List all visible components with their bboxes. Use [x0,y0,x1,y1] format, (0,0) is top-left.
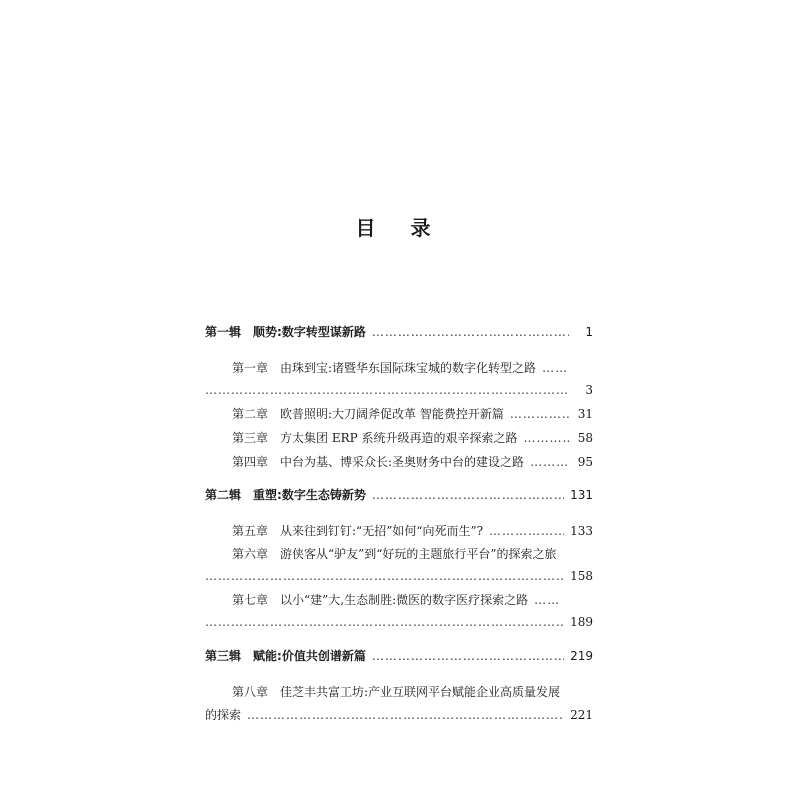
chapter-number: 第一章 [232,361,269,375]
leader-dots [247,705,564,725]
chapter-title: 佳芝丰共富工坊:产业互联网平台赋能企业高质量发展 [280,685,561,699]
chapter-title: 由珠到宝:诸暨华东国际珠宝城的数字化转型之路 [280,361,537,375]
chapter-number: 第六章 [232,547,269,561]
page-number: 221 [570,708,593,722]
page-number: 219 [570,649,593,663]
page-number: 58 [577,431,593,445]
toc-part-1[interactable] [205,322,593,342]
page-number: 158 [570,569,593,583]
part-title: 赋能:价值共创谱新篇 [253,649,366,663]
leader-dots [542,358,568,378]
chapter-title: 欧普照明:大刀阔斧促改革 智能费控开新篇 [280,407,504,421]
chapter-number: 第四章 [232,455,269,469]
chapter-number: 第八章 [232,685,269,699]
leader-dots [205,566,564,586]
toc-chapter-1-cont[interactable] [205,380,593,400]
part-number: 第三辑 [205,649,242,663]
leader-dots [372,322,569,342]
leader-dots [524,428,569,448]
toc-chapter-1[interactable] [232,358,593,378]
part-title: 重塑:数字生态铸新势 [253,488,366,502]
toc-chapter-8-cont[interactable] [205,705,593,725]
toc-title: 目 录 [355,216,445,240]
toc-part-3[interactable] [205,646,593,666]
part-title: 顺势:数字转型谋新路 [253,325,366,339]
chapter-title: 游侠客从“驴友”到“好玩的主题旅行平台”的探索之旅 [280,547,557,561]
toc-chapter-2[interactable] [232,404,593,424]
leader-dots [489,521,564,541]
page-number: 133 [570,524,593,538]
leader-dots [372,485,564,505]
page-number: 1 [585,325,593,339]
chapter-title: 中台为基、博采众长:圣奥财务中台的建设之路 [280,455,525,469]
chapter-number: 第五章 [232,524,269,538]
chapter-title: 方太集团 ERP 系统升级再造的艰辛探索之路 [280,431,518,445]
chapter-number: 第七章 [232,593,269,607]
page-number: 189 [570,615,593,629]
leader-dots [372,646,564,666]
page-number: 3 [585,383,593,397]
leader-dots [205,612,564,632]
chapter-title: 从来往到钉钉:“无招”如何“向死而生”? [280,524,484,538]
leader-dots [205,380,569,400]
leader-dots [534,590,560,610]
toc-chapter-8[interactable] [232,682,593,702]
page-number: 95 [577,455,593,469]
toc-chapter-3[interactable] [232,428,593,448]
toc-chapter-6[interactable] [232,544,593,564]
chapter-title: 以小“建”大,生态制胜:微医的数字医疗探索之路 [280,593,529,607]
part-number: 第二辑 [205,488,242,502]
toc-chapter-4[interactable] [232,452,593,472]
chapter-number: 第二章 [232,407,269,421]
toc-chapter-5[interactable] [232,521,593,541]
chapter-number: 第三章 [232,431,269,445]
leader-dots [510,404,569,424]
chapter-title-continued: 的探索 [205,708,242,722]
toc-chapter-6-cont[interactable] [205,566,593,586]
leader-dots [530,452,569,472]
toc-chapter-7[interactable] [232,590,593,610]
toc-part-2[interactable] [205,485,593,505]
toc-chapter-7-cont[interactable] [205,612,593,632]
part-number: 第一辑 [205,325,242,339]
page-number: 131 [570,488,593,502]
page-number: 31 [577,407,593,421]
